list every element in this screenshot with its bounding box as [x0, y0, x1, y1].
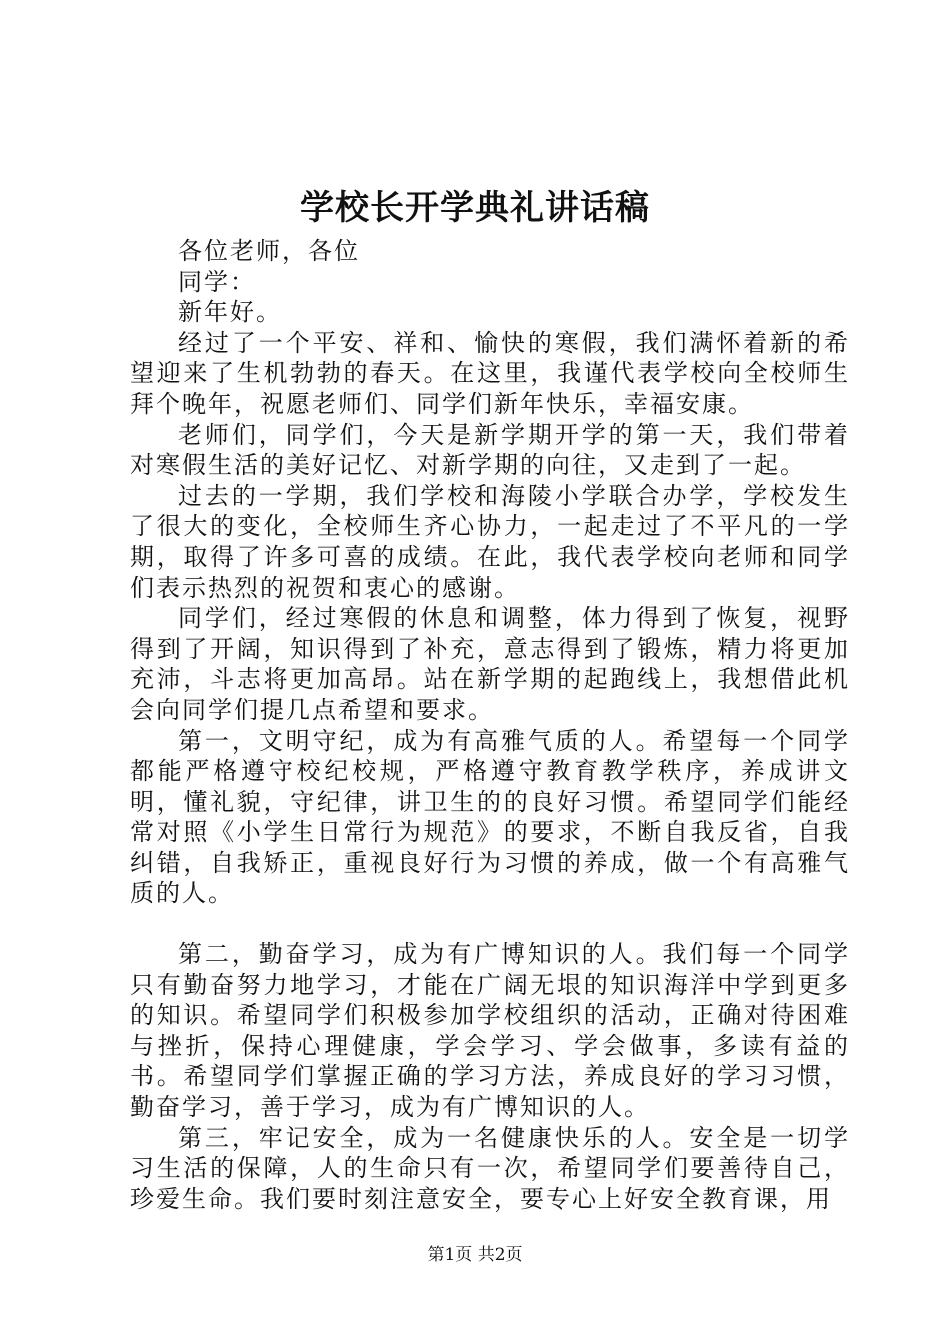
salutation-line-2: 同学：	[178, 267, 256, 296]
paragraph-past-semester: 过去的一学期，我们学校和海陵小学联合办学，学校发生了很大的变化，全校师生齐心协力，一起走过了不平凡的一学期，取得了许多可喜的成绩。在此，我代表学校向老师和同学们表示热烈的祝贺和衷心的感谢。	[130, 481, 850, 602]
greeting: 新年好。	[178, 298, 282, 327]
document-title: 学校长开学典礼讲话稿	[300, 188, 650, 228]
paragraph-point-one: 第一，文明守纪，成为有高雅气质的人。希望每一个同学都能严格遵守校纪校规，严格遵守教育教学秩序，养成讲文明，懂礼貌，守纪律，讲卫生的的良好习惯。希望同学们能经常对照《小学生日常行为规范》的要求，不断自我反省，自我纠错，自我矫正，重视良好行为习惯的养成，做一个有高雅气质的人。	[130, 726, 850, 908]
paragraph-point-two: 第二，勤奋学习，成为有广博知识的人。我们每一个同学只有勤奋努力地学习，才能在广阔无垠的知识海洋中学到更多的知识。希望同学们积极参加学校组织的活动，正确对待困难与挫折，保持心理健康，学会学习、学会做事，多读有益的书。希望同学们掌握正确的学习方法，养成良好的学习习惯，勤奋学习，善于学习，成为有广博知识的人。	[130, 940, 850, 1122]
document-body	[130, 236, 850, 1214]
paragraph-point-three: 第三，牢记安全，成为一名健康快乐的人。安全是一切学习生活的保障，人的生命只有一次，希望同学们要善待自己，珍爱生命。我们要时刻注意安全，要专心上好安全教育课，用	[130, 1123, 850, 1213]
paragraph-opening: 经过了一个平安、祥和、愉快的寒假，我们满怀着新的希望迎来了生机勃勃的春天。在这里，我谨代表学校向全校师生拜个晚年，祝愿老师们、同学们新年快乐，幸福安康。	[130, 328, 850, 418]
paragraph-new-semester: 同学们，经过寒假的休息和调整，体力得到了恢复，视野得到了开阔，知识得到了补充，意志得到了锻炼，精力将更加充沛，斗志将更加高昂。站在新学期的起跑线上，我想借此机会向同学们提几点希望和要求。	[130, 604, 850, 724]
paragraph-gap	[130, 909, 850, 939]
salutation-line-1: 各位老师，各位	[178, 237, 360, 265]
paragraph-teachers-students: 老师们，同学们，今天是新学期开学的第一天，我们带着对寒假生活的美好记忆、对新学期的向往，又走到了一起。	[130, 420, 850, 480]
page-number-footer: 第1页 共2页	[427, 1245, 523, 1265]
